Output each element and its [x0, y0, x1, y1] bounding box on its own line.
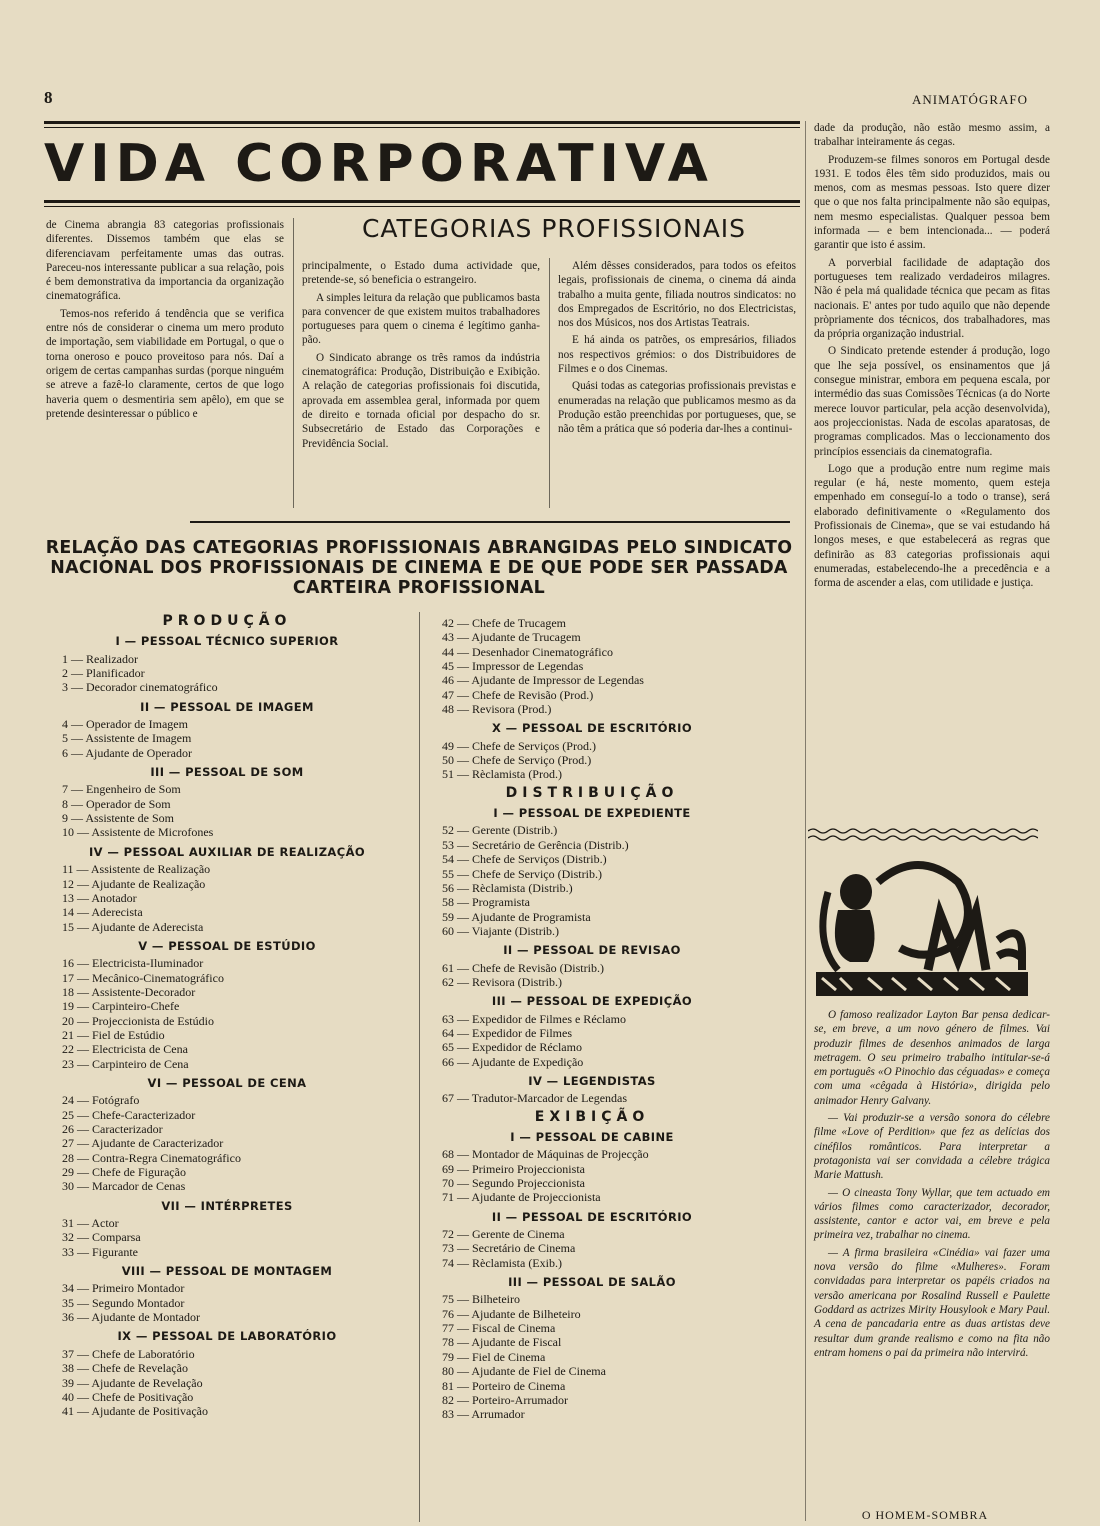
category-item: 52 — Gerente (Distrib.) [442, 823, 558, 838]
category-item: 17 — Mecânico-Cinematográfico [62, 970, 224, 985]
group-heading: IX — PESSOAL DE LABORATÓRIO [117, 1329, 337, 1344]
category-item: 39 — Ajudante de Revelação [62, 1375, 203, 1390]
relacao-heading: RELAÇÃO DAS CATEGORIAS PROFISSIONAIS ABRANGIDAS PELO SINDICATO NACIONAL DOS PROFISSIONAIS DE CINEMA E DE QUE PODE SER PASSADA CARTEIRA PROFISSIONAL [45, 538, 793, 598]
category-item: 76 — Ajudante de Bilheteiro [442, 1306, 581, 1321]
column-divider [805, 121, 806, 1521]
category-item: 24 — Fotógrafo [62, 1093, 140, 1108]
category-item: 77 — Fiscal de Cinema [442, 1321, 556, 1336]
category-item: 80 — Ajudante de Fiel de Cinema [442, 1364, 606, 1379]
category-item: 23 — Carpinteiro de Cena [62, 1056, 189, 1071]
category-item: 45 — Impressor de Legendas [442, 659, 584, 674]
group-heading: III — PESSOAL DE SOM [150, 765, 304, 780]
group-heading: I — PESSOAL TÉCNICO SUPERIOR [115, 634, 339, 649]
category-item: 61 — Chefe de Revisão (Distrib.) [442, 960, 604, 975]
category-item: 67 — Tradutor-Marcador de Legendas [442, 1091, 628, 1106]
category-item: 9 — Assistente de Som [62, 811, 175, 826]
category-item: 37 — Chefe de Laboratório [62, 1346, 195, 1361]
category-item: 56 — Rèclamista (Distrib.) [442, 880, 573, 895]
gossip-paragraph: — O cineasta Tony Wyllar, que tem actuado em vários filmes como caracterizador, decorador, assistente, cantor e actor vai, em breve e pela primeira vez, trabalhar no cinema. [814, 1186, 1050, 1242]
column-divider [419, 612, 420, 1522]
category-item: 72 — Gerente de Cinema [442, 1227, 565, 1242]
category-item: 14 — Aderecista [62, 905, 143, 920]
category-item: 29 — Chefe de Figuração [62, 1165, 186, 1180]
category-item: 78 — Ajudante de Fiscal [442, 1335, 562, 1350]
category-item: 41 — Ajudante de Positivação [62, 1404, 208, 1419]
category-item: 35 — Segundo Montador [62, 1295, 185, 1310]
category-item: 50 — Chefe de Serviço (Prod.) [442, 753, 592, 768]
category-item: 18 — Assistente-Decorador [62, 984, 196, 999]
category-item: 64 — Expedidor de Filmes [442, 1025, 572, 1040]
category-item: 28 — Contra-Regra Cinematográfico [62, 1150, 241, 1165]
title-rule-top [44, 121, 800, 124]
article-column-1 [46, 218, 284, 424]
section-heading-categorias: CATEGORIAS PROFISSIONAIS [361, 214, 747, 243]
title-rule-bottom-thin [44, 206, 800, 207]
group-heading: I — PESSOAL DE CABINE [510, 1130, 674, 1144]
category-item: 66 — Ajudante de Expedição [442, 1054, 584, 1069]
gossip-paragraph: — Vai produzir-se a versão sonora do célebre filme «Love of Perdition» que fez as delícias dos cinéfilos românticos. Para interpretar a protagonista vai ser convidada a célebre trágica Marie Mattush. [814, 1112, 1050, 1182]
category-item: 62 — Revisora (Distrib.) [442, 974, 562, 989]
category-item: 58 — Programista [442, 895, 530, 910]
category-item: 74 — Rèclamista (Exib.) [442, 1255, 562, 1270]
category-item: 43 — Ajudante de Trucagem [442, 630, 581, 645]
category-item: 5 — Assistente de Imagem [62, 731, 192, 746]
category-item: 42 — Chefe de Trucagem [442, 616, 566, 630]
category-item: 33 — Figurante [62, 1244, 138, 1259]
category-item: 2 — Planificador [62, 666, 145, 681]
magazine-name: ANIMATÓGRAFO [911, 92, 1028, 107]
category-item: 32 — Comparsa [62, 1230, 141, 1245]
group-heading: VI — PESSOAL DE CENA [147, 1075, 307, 1090]
column-divider [549, 258, 550, 508]
category-item: 19 — Carpinteiro-Chefe [62, 999, 180, 1014]
article-paragraph: A simples leitura da relação que publicamos basta para convencer de que existem muitos trabalhadores portugueses para quem o cinema é legítimo ganha-pão. [302, 291, 540, 347]
article-column-4 [814, 121, 1050, 594]
category-item: 7 — Engenheiro de Som [62, 782, 181, 797]
category-item: 68 — Montador de Máquinas de Projecção [442, 1147, 649, 1162]
gossip-paragraph: O famoso realizador Layton Bar pensa dedicar-se, em breve, a um novo género de filmes. Vai produzir filmes de desenhos animados de larga metragem. O seu primeiro trabalho intitular-se-á em português «O Pinochio das céguadas» e começa com uma «cêgada à História», dirigida pelo animador Henry Galvany. [814, 1009, 1050, 1107]
category-item: 10 — Assistente de Microfones [62, 825, 214, 840]
article-paragraph: Quási todas as categorias profissionais previstas e enumeradas na relação que publicamos mesmo as da Produção estão preenchidas por portugueses, que, se não têm a prática que só poderia dar-lhes a continui- [558, 380, 796, 436]
ma-lingua-logo [808, 852, 1036, 1000]
category-item: 34 — Primeiro Montador [62, 1281, 185, 1296]
category-item: 38 — Chefe de Revelação [62, 1361, 188, 1376]
category-item: 16 — Electricista-Iluminador [62, 956, 204, 971]
branch-heading: EXIBIÇÃO [534, 1108, 650, 1125]
article-paragraph: O Sindicato pretende estender á produção, logo que lhe seja possível, os ensinamentos que já consegue ministrar, embora em pequena escala, por intermédio das suas Comissões Técnicas (a do Norte merece louvor particular, pela acção desenvolvida), aos projeccionistas. Nada de escolas aparatosas, de programas complicados. Mas o leccionamento dos princípios essenciais da cinematografia. [814, 345, 1050, 458]
group-heading: IV — PESSOAL AUXILIAR DE REALIZAÇÃO [88, 844, 366, 859]
category-item: 79 — Fiel de Cinema [442, 1349, 546, 1364]
category-item: 4 — Operador de Imagem [62, 717, 188, 732]
article-column-2 [302, 259, 540, 454]
category-item: 63 — Expedidor de Filmes e Réclamo [442, 1011, 626, 1026]
group-heading: VIII — PESSOAL DE MONTAGEM [121, 1264, 333, 1279]
category-item: 25 — Chefe-Caracterizador [62, 1107, 196, 1122]
group-heading: I — PESSOAL DE EXPEDIENTE [493, 806, 691, 821]
category-item: 46 — Ajudante de Impressor de Legendas [442, 673, 644, 688]
article-paragraph: dade da produção, não estão mesmo assim, a trabalhar inteiramente ás cegas. [814, 122, 1050, 149]
wavy-divider [808, 826, 1038, 846]
article-paragraph: Além dêsses considerados, para todos os efeitos legais, profissionais de cinema, o cinema dá ainda trabalho a muita gente, filiada noutros sindicatos: no dos Empregados de Escritório, no dos Electricistas, nos dos Músicos, nos dos Artistas Teatrais. [558, 260, 796, 330]
category-item: 49 — Chefe de Serviços (Prod.) [442, 738, 596, 753]
group-heading: IV — LEGENDISTAS [528, 1073, 656, 1088]
category-item: 69 — Primeiro Projeccionista [442, 1161, 585, 1176]
category-item: 12 — Ajudante de Realização [62, 876, 206, 891]
category-item: 20 — Projeccionista de Estúdio [62, 1013, 214, 1028]
category-item: 31 — Actor [62, 1216, 119, 1231]
category-item: 59 — Ajudante de Programista [442, 909, 591, 924]
gossip-signature: O HOMEM-SOMBRA [861, 1508, 989, 1522]
category-item: 21 — Fiel de Estúdio [62, 1027, 165, 1042]
group-heading: VII — INTÉRPRETES [161, 1198, 293, 1213]
section-divider [190, 521, 790, 523]
column-divider [293, 218, 294, 508]
page-number: 8 [44, 88, 53, 107]
branch-heading: DISTRIBUIÇÃO [505, 784, 679, 801]
gossip-column [814, 1008, 1050, 1363]
category-item: 3 — Decorador cinematográfico [62, 680, 218, 695]
article-paragraph: O Sindicato abrange os três ramos da indústria cinematográfica: Produção, Distribuição e Exibição. A relação de categorias profissionais foi discutida, aprovada em assemblea geral, informada por quem de direito e tornada oficial por despacho do sr. Subsecretário de Estado das Corporações e Previdência Social. [302, 351, 540, 450]
group-heading: X — PESSOAL DE ESCRITÓRIO [491, 721, 693, 736]
article-paragraph: Produzem-se filmes sonoros em Portugal desde 1931. E todos êles têm sido produzidos, mais ou menos, com as mesmas pessoas. Isto quere dizer que o que nos falta principalmente não são equipas, nem mesmo especialistas. Qualquer pessoa bem informada — e bem intencionada... — poderá garantir que isto é assim. [814, 153, 1050, 252]
category-item: 73 — Secretário de Cinema [442, 1241, 576, 1256]
article-paragraph: Temos-nos referido á tendência que se verifica entre nós de considerar o cinema um mero produto de importação, sem viabilidade em Portugal, o que o torna oneroso e pouco proveitoso para nós. Daí a origem de certas campanhas surdas (porque ninguém se atreve a fazê-lo claramente, certos de que logo haveria quem o desmentiria sem apêlo), em que se pretende desinteressar o público e [46, 307, 284, 420]
gossip-paragraph: — A firma brasileira «Cinédia» vai fazer uma nova versão do filme «Mulheres». Foram convidadas para interpretar os papéis criados na versão americana por Rosalind Russell e Paulette Goddard as actrizes Mirity Housylook e Mary Paul. A cena de pancadaria entre as duas artistas deve resultar dum grande realismo e como na fita não entram homens o pai da primeira não intervirá. [814, 1246, 1050, 1359]
categories-list-left [62, 610, 392, 1419]
title-rule-bottom [44, 200, 800, 203]
page-title: VIDA CORPORATIVA [44, 134, 714, 194]
category-item: 65 — Expedidor de Réclamo [442, 1040, 582, 1055]
group-heading: III — PESSOAL DE SALÃO [508, 1275, 676, 1290]
category-item: 36 — Ajudante de Montador [62, 1310, 200, 1325]
category-item: 53 — Secretário de Gerência (Distrib.) [442, 837, 629, 852]
group-heading: II — PESSOAL DE ESCRITÓRIO [491, 1209, 693, 1224]
branch-heading: PRODUÇÃO [162, 613, 292, 629]
article-paragraph: principalmente, o Estado duma actividade que, pretende-se, só beneficia o estrangeiro. [302, 260, 540, 287]
article-paragraph: Logo que a produção entre num regime mais regular (e há, neste momento, quem esteja empenhado em conseguí-lo a todo o transe), será elaborado definitivamente o «Regulamento dos Profissionais de Cinema», que se vai estudando há longos meses, e que estabelecerá as regras que definirão as 83 categorias profissionais aqui enumeradas, estabelecendo-lhe a precedência e a forma de ascender a elas, com utilidade e justiça. [814, 462, 1050, 590]
article-paragraph: A porverbial facilidade de adaptação dos portugueses tem realizado verdadeiros milagres. Não é pela má qualidade técnica que pecam as fitas nacionais. E' antes por tudo aquilo que não depende pròpriamente dos técnicos, dos trabalhadores, mas da própria organização industrial. [814, 256, 1050, 341]
category-item: 71 — Ajudante de Projeccionista [442, 1190, 601, 1205]
category-item: 55 — Chefe de Serviço (Distrib.) [442, 866, 602, 881]
category-item: 15 — Ajudante de Aderecista [62, 919, 204, 934]
group-heading: III — PESSOAL DE EXPEDIÇÃO [491, 994, 693, 1009]
category-item: 60 — Viajante (Distrib.) [442, 923, 560, 938]
category-item: 51 — Rèclamista (Prod.) [442, 767, 562, 782]
group-heading: II — PESSOAL DE REVISAO [503, 943, 681, 958]
category-item: 13 — Anotador [62, 890, 137, 905]
category-item: 47 — Chefe de Revisão (Prod.) [442, 687, 594, 702]
category-item: 82 — Porteiro-Arrumador [442, 1392, 568, 1407]
category-item: 81 — Porteiro de Cinema [442, 1378, 566, 1393]
group-heading: V — PESSOAL DE ESTÚDIO [138, 938, 316, 953]
category-item: 70 — Segundo Projeccionista [442, 1176, 585, 1191]
category-item: 75 — Bilheteiro [442, 1292, 520, 1307]
category-item: 1 — Realizador [62, 651, 138, 666]
article-paragraph: de Cinema abrangia 83 categorias profissionais diferentes. Dissemos também que elas se diferenciavam perfeitamente umas das outras. Pareceu-nos interessante publicar a sua relação, pois é bem demonstrativa da importancia da organização cinematográfica. [46, 219, 284, 303]
category-item: 11 — Assistente de Realização [62, 862, 211, 877]
category-item: 30 — Marcador de Cenas [62, 1179, 186, 1194]
category-item: 27 — Ajudante de Caracterizador [62, 1136, 224, 1151]
category-item: 83 — Arrumador [442, 1407, 525, 1422]
article-column-3 [558, 259, 796, 440]
category-item: 6 — Ajudante de Operador [62, 745, 192, 760]
category-item: 54 — Chefe de Serviços (Distrib.) [442, 852, 607, 867]
category-item: 22 — Electricista de Cena [62, 1042, 188, 1057]
article-paragraph: E há ainda os patrões, os empresários, filiados nos respectivos grémios: o dos Distribuidores de Filmes e o dos Cinemas. [558, 334, 796, 376]
category-item: 26 — Caracterizador [62, 1122, 163, 1136]
title-rule-top-thin [44, 127, 800, 128]
category-item: 48 — Revisora (Prod.) [442, 702, 552, 717]
category-item: 8 — Operador de Som [62, 796, 171, 811]
category-item: 44 — Desenhador Cinematográfico [442, 644, 613, 659]
categories-list-right [442, 616, 742, 1422]
category-item: 40 — Chefe de Positivação [62, 1389, 194, 1404]
group-heading: II — PESSOAL DE IMAGEM [140, 699, 314, 714]
